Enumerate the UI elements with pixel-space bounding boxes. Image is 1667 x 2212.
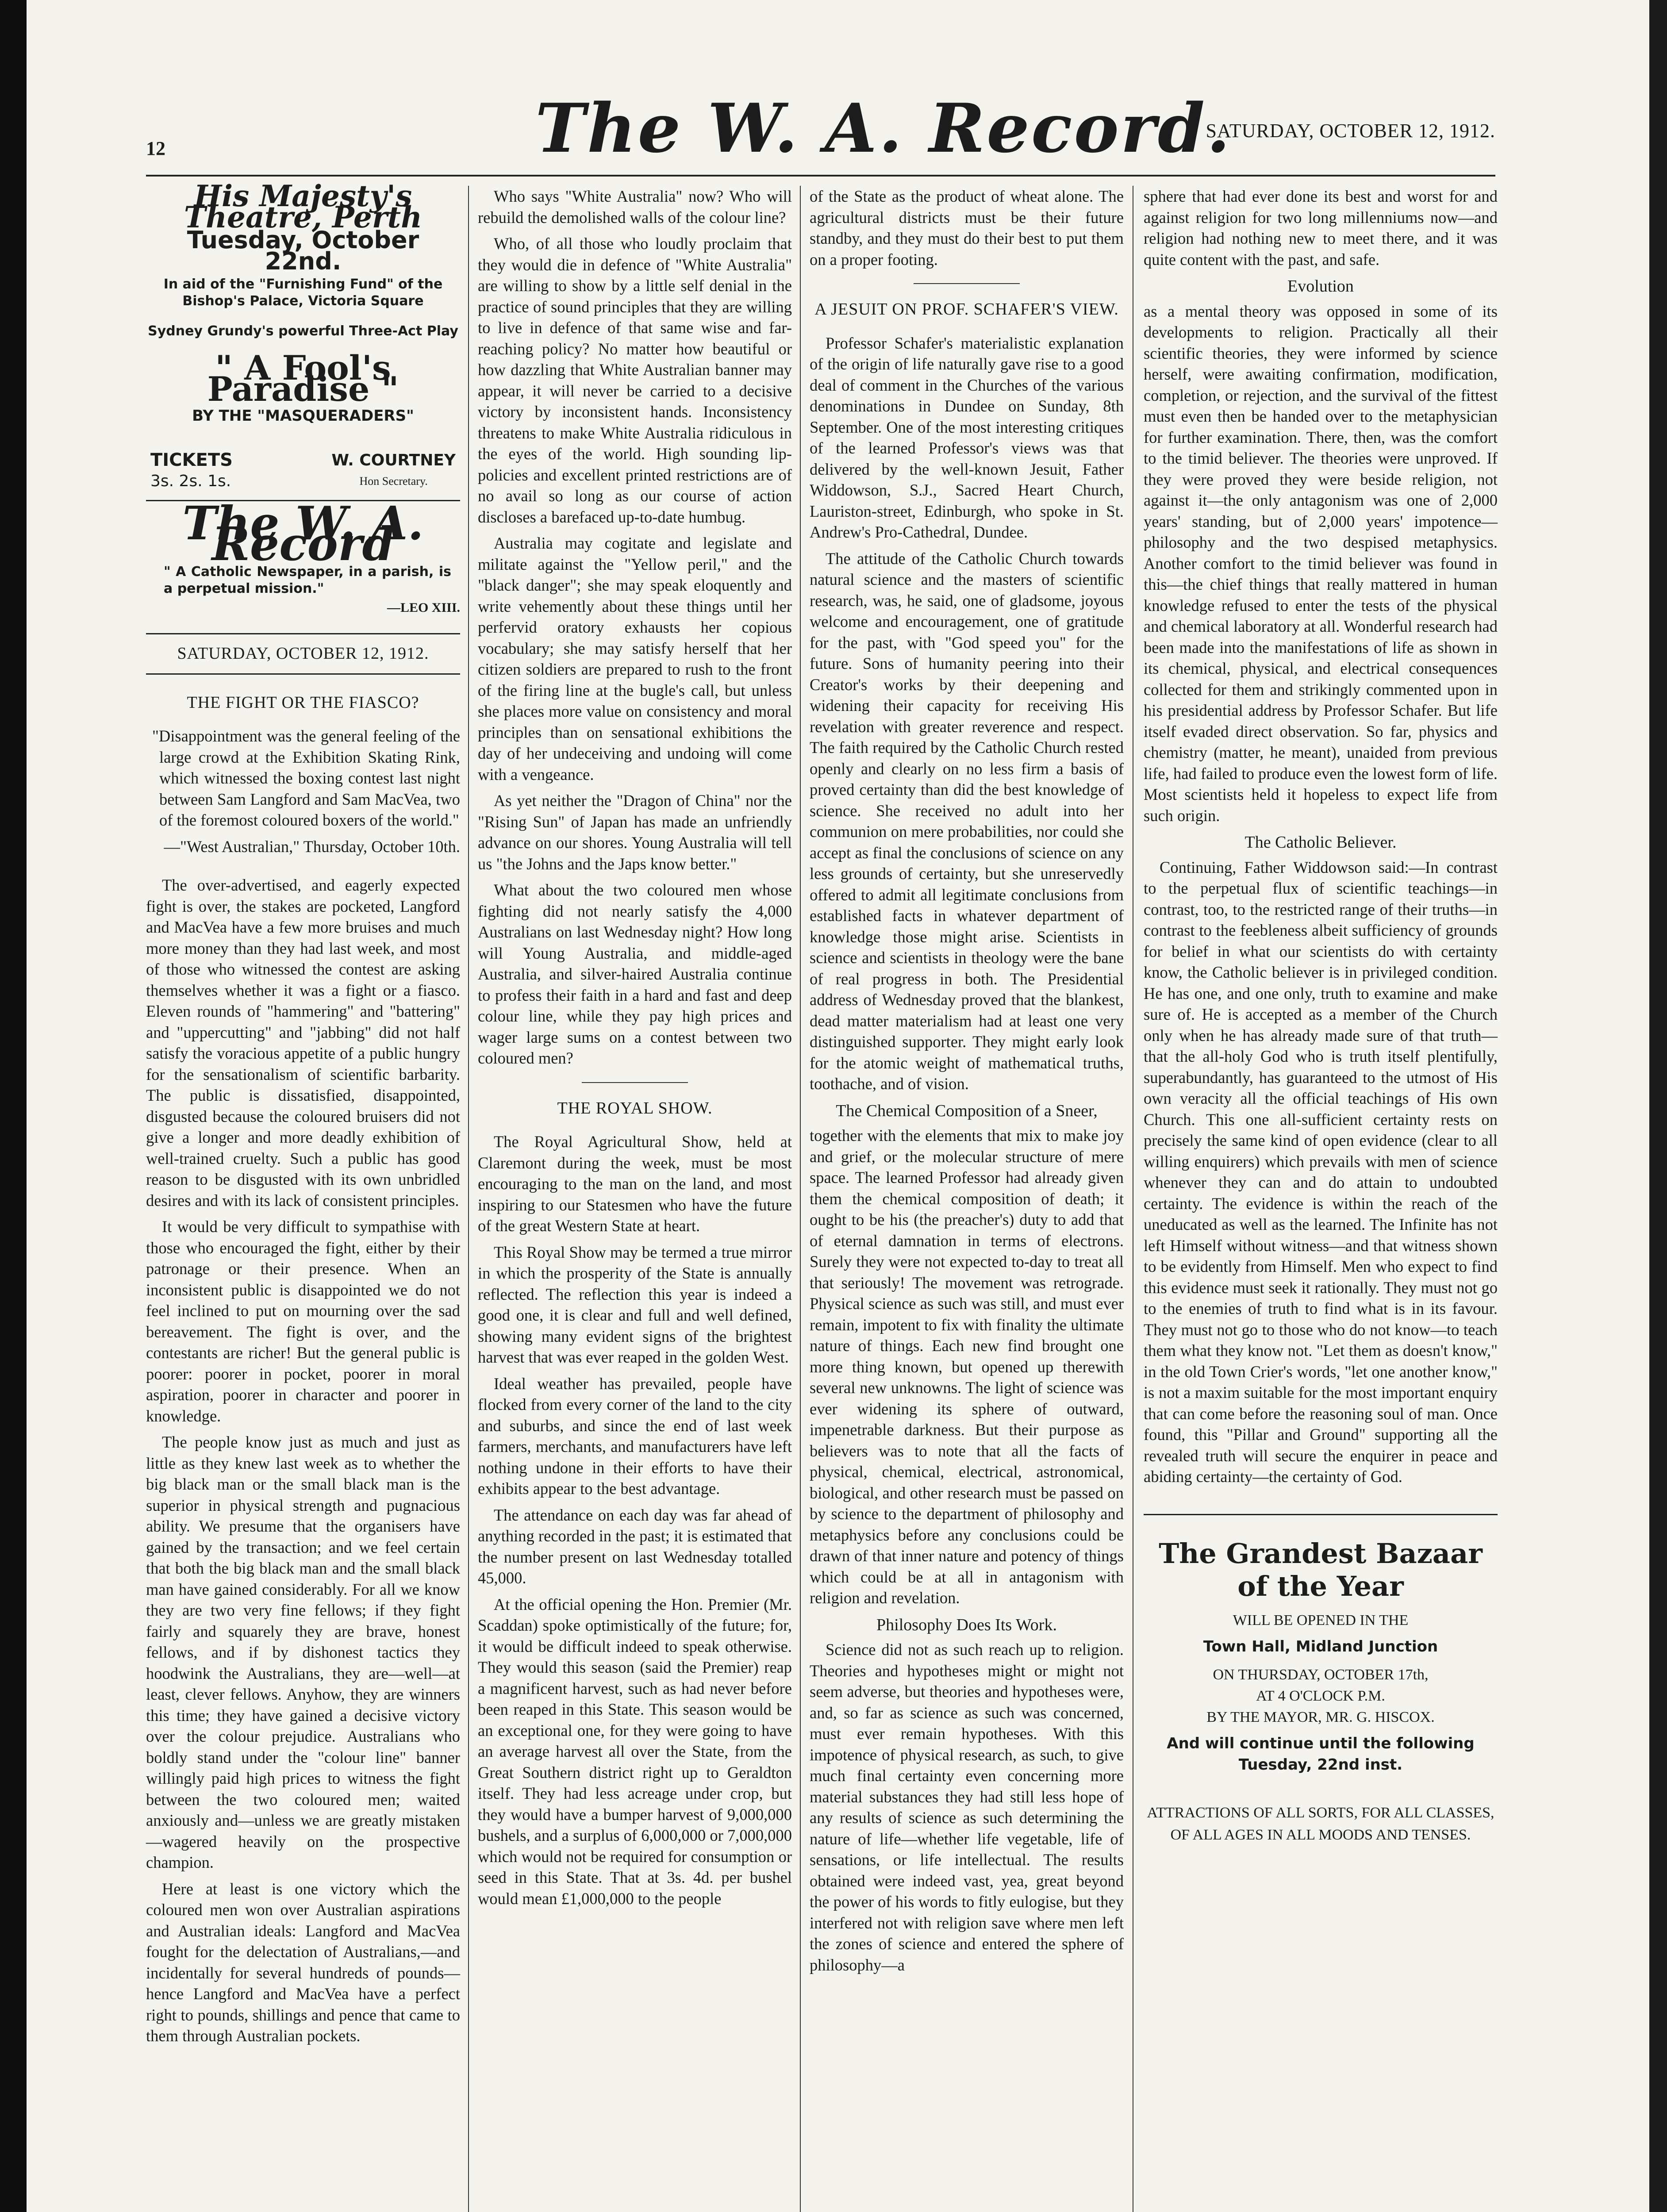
motto-attribution: —LEO XIII.	[387, 600, 460, 615]
tickets-prices: 3s. 2s. 1s.	[150, 472, 231, 490]
bazaar-line: WILL BE OPENED IN THE	[1233, 1612, 1409, 1628]
bazaar-line: AT 4 O'CLOCK P.M.	[1256, 1688, 1385, 1704]
masthead	[146, 71, 1495, 173]
paragraph: Who, of all those who loudly proclaim that they would die in defence of "White Australia" are willing to show by a little self denial in the practice of sound principles that they are willing to live in defence of that same wise and far-reaching policy? No matter how beautiful or how dazzling that White Australian banner may appear, it will never be carried to a decisive victory by inconsistent hands. Inconsistency threatens to make White Australia ridiculous in the eyes of the world. High sounding lip-policies and excellent printed restrictions are of no avail so long as our course of action discloses a barefaced up-to-date humbug.	[478, 234, 792, 526]
theatre-advertisement	[146, 179, 460, 501]
secretary-name: W. COURTNEY	[331, 451, 456, 469]
paragraph: Ideal weather has prevailed, people have flocked from every corner of the land to the city and suburbs, and since the end of last week farmers, merchants, and manufacturers have left nothing undone in their efforts to have their exhibits appear to the best advantage.	[478, 1374, 792, 1498]
paragraph: as a mental theory was opposed in some of its developments to religion. Practically all their scientific theories, they were informed by science herself, were awaiting confirmation, modification, completion, or rejection, and the survival of the fittest must even then be handed over to the metaphysician for further examination. There, then, was the comfort to the timid believer. The theories were unproved. If they were proved they were beside religion, not against it—the only antagonism was one of 2,000 years' standing, but of 2,000 years' impotence—philosophy and the two despised metaphysics. Another comfort to the timid believer was found in this—the chief things that really mattered in human knowledge refused to enter the tests of the physical and chemical laboratory at all. Wonderful research had been made into the manifestations of life as shown in its chemical, physical, and electrical consequences collected for them and strikingly commented upon in his presidential address by Professor Schafer. But life itself evaded direct observation. So far, physics and chemistry (matter, he meant), unaided from previous life, had failed to produce even the lowest form of life. Most scientists held it hopeless to expect life from such origin.	[1144, 302, 1498, 825]
scan-border-right	[1649, 0, 1667, 2212]
paragraph: Australia may cogitate and legislate and militate against the "Yellow peril," and the "black danger"; she may speak eloquently and write vehemently about these things until her perfervid oratory exhausts her copious vocabulary; she may satisfy herself that her citizen soldiers are prepared to rush to the front of the firing line at the bugle's call, but unless she places more value on consistency and moral principles than on sensational exhibitions the day of her undeceiving and undoing will come with a vengeance.	[478, 534, 792, 783]
paragraph: The people know just as much and just as little as they knew last week as to whether the big black man or the small black man is the superior in physical strength and pugnacious ability. We presume that the organisers have gained by the transaction; and we feel certain that both the big black man and the small black man have gained considerably. For all we know they are two very fine fellows; if they fight fairly and squarely they are brave, honest fellows, and if by dishonest tactics they hoodwink the Australians, they are—well—at least, clever fellows. Anyhow, they are winners this time; they have gained a decisive victory over the colour prejudice. Australians who boldly stand under the "colour line" banner willingly paid high prices to witness the fight between the two coloured men; waited anxiously and—unless we are greatly mistaken—wagered heavily on the prospective champion.	[146, 1433, 460, 1871]
paragraph: Here at least is one victory which the coloured men won over Australian aspirations and Australian ideals: Langford and MacVea fought for the delectation of Australians,—and incidentally for several hundreds of pounds—hence Langford and MacVea have a perfect right to pounds, shillings and pence that came to them through Australian pockets.	[146, 1879, 460, 2045]
ad-play-title: " A Fool's Paradise "	[207, 348, 399, 409]
bazaar-line: And will continue until the following Tuesday, 22nd inst.	[1167, 1735, 1475, 1774]
column-3	[810, 186, 1124, 1981]
publication-title: The W. A. Record	[182, 495, 424, 571]
subheading: Philosophy Does Its Work.	[876, 1615, 1057, 1634]
paragraph: At the official opening the Hon. Premier (Mr. Scaddan) spoke optimistically of the future; for, it would be difficult indeed to speak otherwise. They would this season (said the Premier) reap a magnificent harvest, such as had never before been reaped in this State. This season would be an exceptional one, for they were going to have an average harvest all over the State, from the Great Southern district right up to Geraldton itself. They had less acreage under crop, but they would have a bumper harvest of 9,000,000 bushels, and a surplus of 6,000,000 or 7,000,000 which would not be required for consumption or seed in this State. That at 3s. 4d. per bushel would mean £1,000,000 to the people	[478, 1595, 792, 1908]
article-heading: THE ROYAL SHOW.	[557, 1098, 713, 1118]
paragraph: It would be very difficult to sympathise with those who encouraged the fight, either by their patronage or their presence. When an inconsistent public is disappointed we do not feel inclined to put on mourning over the sad bereavement. The fight is over, and the contestants are richer! But the general public is poorer: poorer in pocket, poorer in moral aspiration, poorer in character and poorer in knowledge.	[146, 1217, 460, 1425]
paragraph: The attendance on each day was far ahead of anything recorded in the past; it is estimated that the number present on last Wednesday totalled 45,000.	[478, 1505, 792, 1587]
quote-source: —"West Australian," Thursday, October 10th.	[164, 837, 460, 856]
ad-aid-text: In aid of the "Furnishing Fund" of the Bishop's Palace, Victoria Square	[163, 276, 443, 309]
tickets-label: TICKETS	[150, 449, 233, 470]
bazaar-line: ON THURSDAY, OCTOBER 17th,	[1213, 1667, 1429, 1683]
paragraph: As yet neither the "Dragon of China" nor the "Rising Sun" of Japan has made an unfriendly advance on our shores. Young Australia will tell us "the Johns and the Japs know better."	[478, 791, 792, 873]
page-number: 12	[146, 138, 165, 159]
bazaar-advertisement	[1144, 1514, 1498, 1847]
column-rule	[468, 186, 469, 2212]
paragraph: The attitude of the Catholic Church towards natural science and the masters of scientific research, was, he said, one of gladsome, joyous welcome and encouragement, one of gratitude for the past, with "God speed you" for the future. Sons of humanity peering into their Creator's works by their deepening and widening their capacity for receiving His revelation with greater reverence and respect. The faith required by the Catholic Church rested openly and clearly on no less firm a basis of proved certainty than did the best knowledge of science. She received no adult into her communion on mere probabilities, nor could she accept as final the conclusions of science on any less grounds of certainty, but she unreservedly offered to admit all legitimate conclusions from established facts in whatever department of knowledge those might arise. Scientists in science and scientists in theology were the bane of real progress in both. The Presidential address of Wednesday proved that the blankest, dead matter materialism had at least one very distinguished supporter. They might early look for the atomic weight of mathematical truths, toothache, and of vision.	[810, 549, 1124, 1093]
paragraph: Who says "White Australia" now? Who will rebuild the demolished walls of the colour line?	[478, 187, 792, 227]
paragraph: Science did not as such reach up to religion. Theories and hypotheses might or might not seem adverse, but theories and hypotheses were, and, so far as science as such was concerned, must ever remain hypotheses. With this impotence of physical research, as such, to give much final certainty even concerning more material substances they had still less hope of any results of science as such determining the nature of life—whether life vegetable, life of sensations, or life intellectual. The results obtained were indeed vast, yea, great beyond the power of his words to fitly eulogise, but they interfered not with religion save where men left the zones of science and entered the sphere of philosophy—a	[810, 1640, 1124, 1974]
article-divider	[914, 283, 1020, 284]
paragraph: Continuing, Father Widdowson said:—In contrast to the perpetual flux of scientific teachings—in contrast, too, to the restricted range of their truths—in contrast to the feebleness albeit sufficiency of grounds for belief in what our scientists do with certainty know, the Catholic believer is in privileged condition. He has one, and one only, truth to examine and make sure of. He is accepted as a member of the Church only when he has already made sure of that truth—that the all-holy God who is truth itself plentifully, superabundantly, has guaranteed to the utmost of His own veracity all the official teachings of His own Church. This one all-sufficient certainty rests on precisely the same kind of open evidence (clear to all willing enquirers) which prevails with men of science whenever they can and do attain to undoubted certainty. The evidence is within the reach of the uneducated as well as the learned. The Infinite has not left Himself without witness—and that witness shown to be evidently from Himself. Men who expect to find this evidence must seek it rationally. They must not go to the enemies of truth to find what is in its favour. They must not go to those who do not know—to teach them what they know not. "Let them as doesn't know," in the old Town Crier's words, "let one another know," is not a maxim suitable for the most important enquiry that can come before the reasoning soul of man. Once found, this "Pillar and Ground" supporting all the revealed truth will secure the enquirer in peace and abiding certainty—the certainty of God.	[1144, 858, 1498, 1486]
ad-tickets	[150, 450, 456, 492]
column-2	[478, 186, 792, 1914]
article-quote	[146, 726, 460, 857]
masthead-rule	[146, 175, 1495, 177]
subheading: The Catholic Believer.	[1244, 833, 1397, 852]
paragraph: of the State as the product of wheat alone. The agricultural districts must be their future standby, and they must do their best to put them on a proper footing.	[810, 187, 1124, 269]
ad-play-intro: Sydney Grundy's powerful Three-Act Play	[148, 323, 458, 339]
paragraph: This Royal Show may be termed a true mirror in which the prosperity of the State is annually reflected. The reflection this year is indeed a good one, it is clear and full and well defined, showing many evident signs of the brightest harvest that was ever reaped in the golden West.	[478, 1243, 792, 1366]
column-1	[146, 179, 460, 2052]
publication-motto: " A Catholic Newspaper, in a parish, is a perpetual mission."	[164, 564, 451, 596]
paragraph: What about the two coloured men whose fighting did not nearly satisfy the 4,000 Australians on last Wednesday night? How long will Young Australia, and middle-aged Australia, and silver-haired Australia continue to profess their faith in a hard and fast and deep colour line, while they pay high prices and wager large sums on a contest between two coloured men?	[478, 881, 792, 1067]
quote-text: "Disappointment was the general feeling of the large crowd at the Exhibition Skating Rink, which witnessed the boxing contest last night between Sam Langford and Sam MacVea, two of the foremost coloured boxers of the world."	[152, 727, 460, 829]
article-divider	[582, 1082, 688, 1083]
issue-date: SATURDAY, OCTOBER 12, 1912.	[146, 633, 460, 675]
bazaar-venue: Town Hall, Midland Junction	[1203, 1637, 1438, 1655]
masthead-date: SATURDAY, OCTOBER 12, 1912.	[1206, 120, 1495, 142]
bazaar-title: The Grandest Bazaar of the Year	[1159, 1537, 1483, 1602]
ad-venue: His Majesty's Theatre, Perth	[184, 179, 423, 234]
paragraph: Professor Schafer's materialistic explanation of the origin of life naturally gave rise to a good deal of comment in the Churches of the various denominations in Dundee on Sunday, 8th September. One of the most interesting critiques of the learned Professor's views was that delivered by the well-known Jesuit, Father Widdowson, S.J., Sacred Heart Church, Lauriston-street, Edinburgh, who spoke in St. Andrew's Pro-Cathedral, Dundee.	[810, 334, 1124, 541]
column-4	[1144, 186, 1498, 1846]
ad-date: Tuesday, October 22nd.	[187, 226, 419, 275]
ad-performers: BY THE "MASQUERADERS"	[192, 407, 414, 425]
paragraph: sphere that had ever done its best and worst for and against religion for two long millenniums now—and religion had nothing new to meet there, and it was quite content with the past, and safe.	[1144, 187, 1498, 269]
bazaar-attractions: ATTRACTIONS OF ALL SORTS, FOR ALL CLASSES, OF ALL AGES IN ALL MOODS AND TENSES.	[1147, 1805, 1494, 1843]
article-heading: A JESUIT ON PROF. SCHAFER'S VIEW.	[814, 300, 1119, 319]
column-rule	[800, 186, 801, 2212]
paragraph: together with the elements that mix to make joy and grief, or the molecular structure of mere space. The learned Professor had already given them the chemical composition of death; it ought to be his (the preacher's) duty to add that of eternal damnation in terms of electrons. Surely they were not expected to-day to treat all that seriously! The movement was retrograde. Physical science as such was still, and must ever remain, impotent to fix with finality the ultimate nature of things. Each new find brought one more thing known, but opened up therewith several new unknowns. The light of science was ever widening its sphere of outward, impenetrable darkness. But their purpose as believers was to note that all the facts of physical, chemical, electrical, astronomical, biological, and other research must be passed on by science to the department of philosophy and metaphysics before any conclusions could be drawn of that inner nature and potency of things which could be at all in antagonism with religion and revelation.	[810, 1126, 1124, 1607]
scan-border-left	[0, 0, 27, 2212]
paragraph: The Royal Agricultural Show, held at Claremont during the week, must be most encouraging to the man on the land, and most inspiring to our Statesmen who have the future of the great Western State at heart.	[478, 1133, 792, 1235]
paragraph: The over-advertised, and eagerly expected fight is over, the stakes are pocketed, Langford and MacVea have a few more bruises and much more money than they had last week, and most of those who witnessed the contest are asking themselves whether it was a fight or a fiasco. Eleven rounds of "hammering" and "battering" and "uppercutting" and "jabbing" did not half satisfy the voracious appetite of a public hungry for the sensationalism of scientific barbarity. The public is dissatisfied, disappointed, disgusted because the coloured bruisers did not give a longer and more deadly exhibition of well-trained cruelty. Such a public has good reason to be disgusted with its own unbridled desires and with its lack of consistent principles.	[146, 876, 460, 1210]
masthead-title: The W. A. Record.	[535, 88, 1232, 168]
secretary-title: Hon Secretary.	[359, 475, 428, 488]
subheading: Evolution	[1287, 277, 1354, 296]
subheading: The Chemical Composition of a Sneer,	[836, 1101, 1098, 1120]
article-heading: THE FIGHT OR THE FIASCO?	[187, 693, 419, 712]
bazaar-line: BY THE MAYOR, MR. G. HISCOX.	[1206, 1709, 1435, 1725]
